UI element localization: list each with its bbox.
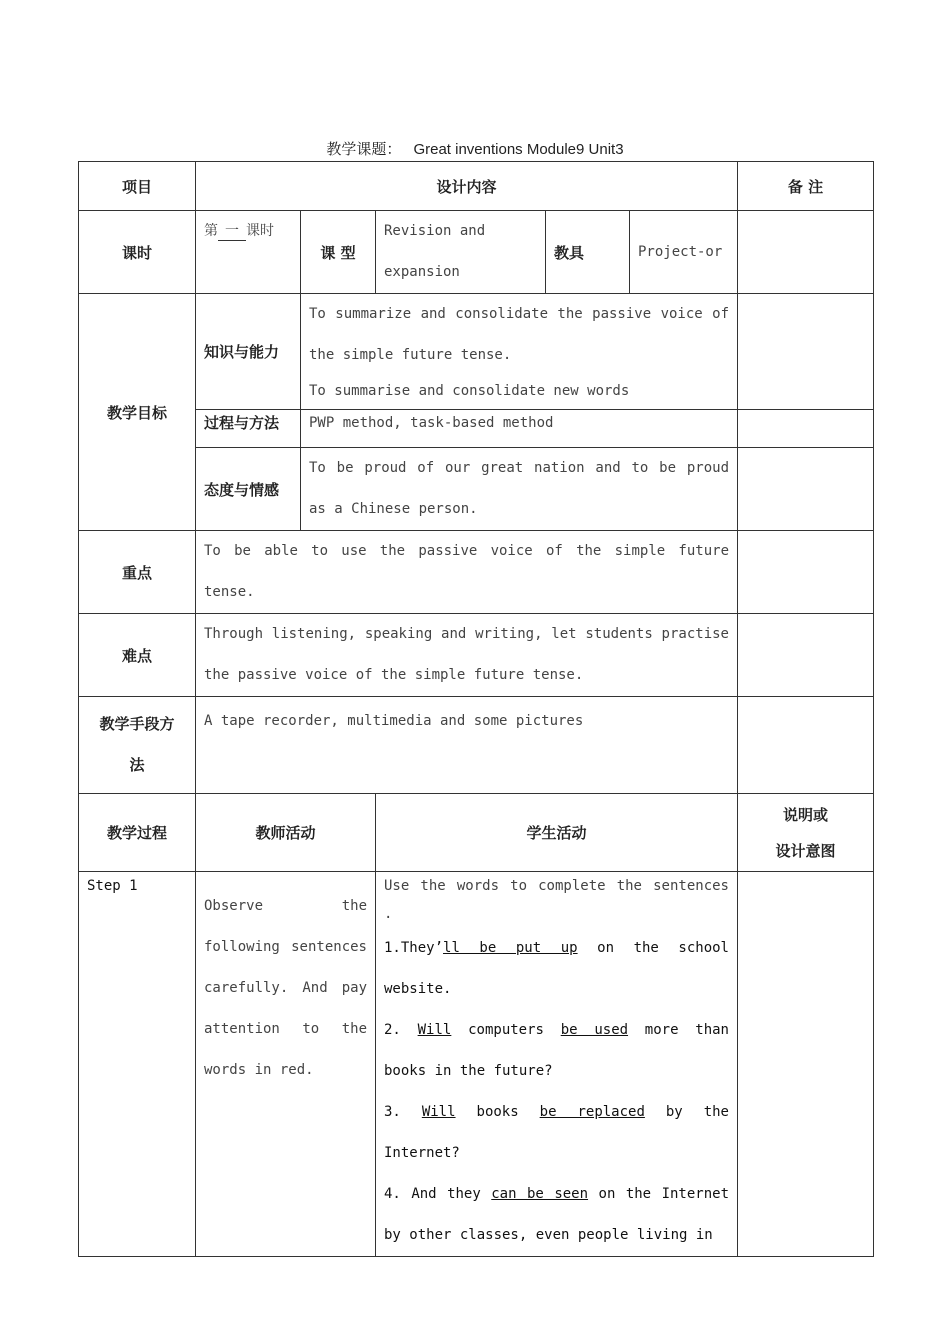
key-point-text: To be able to use the passive voice of the simple future tense. bbox=[196, 531, 738, 614]
methods-text: A tape recorder, multimedia and some pictures bbox=[196, 697, 738, 794]
knowledge-text bbox=[301, 294, 738, 410]
knowledge-row bbox=[79, 294, 874, 410]
sentence-4-answer: can be seen bbox=[491, 1186, 589, 1202]
methods-label: 教学手段方法 bbox=[79, 697, 196, 794]
sentence-4: 4. And they can be seen on the Internet by other classes, even people living in bbox=[384, 1186, 730, 1243]
knowledge-label: 知识与能力 bbox=[196, 294, 301, 410]
period-row bbox=[79, 211, 874, 294]
difficulty-notes bbox=[738, 614, 874, 697]
key-point-notes bbox=[738, 531, 874, 614]
process-text: PWP method, task-based method bbox=[301, 410, 738, 448]
aids-value: Project-or bbox=[630, 211, 738, 294]
period-notes bbox=[738, 211, 874, 294]
step1-instruction: Use the words to complete the sentences . bbox=[384, 878, 729, 922]
period-prefix: 第 bbox=[204, 223, 218, 239]
sentence-3: 3. Will books be replaced by the Internet? bbox=[384, 1104, 729, 1161]
sentence-2: 2. Will computers be used more than books in the future? bbox=[384, 1022, 729, 1079]
title-label: 教学课题： bbox=[326, 141, 402, 158]
period-suffix: 课时 bbox=[246, 223, 274, 239]
header-row bbox=[79, 162, 874, 211]
notes-col-header bbox=[738, 794, 874, 872]
difficulty-text: Through listening, speaking and writing, let students practise the passive voice of the simple future tense. bbox=[196, 614, 738, 697]
step1-student-activity bbox=[376, 872, 738, 1257]
sentence-3-answer-2: be replaced bbox=[539, 1104, 645, 1120]
period-value bbox=[196, 211, 301, 294]
key-point-label: 重点 bbox=[79, 531, 196, 614]
type-label: 课 型 bbox=[301, 211, 376, 294]
attitude-notes bbox=[738, 448, 874, 531]
difficulty-row bbox=[79, 614, 874, 697]
teacher-col-header: 教师活动 bbox=[196, 794, 376, 872]
col-design-header: 设计内容 bbox=[196, 162, 738, 211]
type-value: Revision and expansion bbox=[376, 211, 546, 294]
process-col-header: 教学过程 bbox=[79, 794, 196, 872]
process-notes bbox=[738, 410, 874, 448]
lesson-title: Great inventions Module9 Unit3 bbox=[413, 141, 624, 158]
knowledge-line-1: To summarize and consolidate the passive voice of the simple future tense. bbox=[309, 306, 729, 363]
aids-label: 教具 bbox=[546, 211, 630, 294]
methods-notes bbox=[738, 697, 874, 794]
col-item-header: 项目 bbox=[79, 162, 196, 211]
knowledge-line-2: To summarise and consolidate new words bbox=[309, 383, 630, 399]
lesson-plan-table bbox=[78, 161, 874, 1257]
knowledge-notes bbox=[738, 294, 874, 410]
process-header-row bbox=[79, 794, 874, 872]
sentence-2-answer-2: be used bbox=[560, 1022, 629, 1038]
sentence-3-answer-1: Will bbox=[421, 1104, 456, 1120]
sentence-1-answer: ll be put up bbox=[443, 940, 578, 956]
sentence-1: 1.They’ll be put up on the school website. bbox=[384, 940, 729, 997]
attitude-text: To be proud of our great nation and to be proud as a Chinese person. bbox=[301, 448, 738, 531]
notes-header-line-2: 设计意图 bbox=[775, 841, 836, 860]
objectives-label: 教学目标 bbox=[79, 294, 196, 531]
page-title bbox=[0, 138, 950, 159]
step1-notes bbox=[738, 872, 874, 1257]
student-col-header: 学生活动 bbox=[376, 794, 738, 872]
step1-label: Step 1 bbox=[79, 872, 196, 1257]
key-point-row bbox=[79, 531, 874, 614]
step1-row bbox=[79, 872, 874, 1257]
col-notes-header: 备 注 bbox=[738, 162, 874, 211]
attitude-label: 态度与情感 bbox=[196, 448, 301, 531]
process-label: 过程与方法 bbox=[196, 410, 301, 448]
methods-row bbox=[79, 697, 874, 794]
sentence-2-answer-1: Will bbox=[417, 1022, 452, 1038]
process-row bbox=[79, 410, 874, 448]
difficulty-label: 难点 bbox=[79, 614, 196, 697]
attitude-row bbox=[79, 448, 874, 531]
notes-header-line-1: 说明或 bbox=[782, 805, 828, 824]
step1-teacher-activity: Observe the following sentences carefully. And pay attention to the words in red. bbox=[196, 872, 376, 1257]
period-number: 一 bbox=[218, 222, 246, 241]
period-label: 课时 bbox=[79, 211, 196, 294]
